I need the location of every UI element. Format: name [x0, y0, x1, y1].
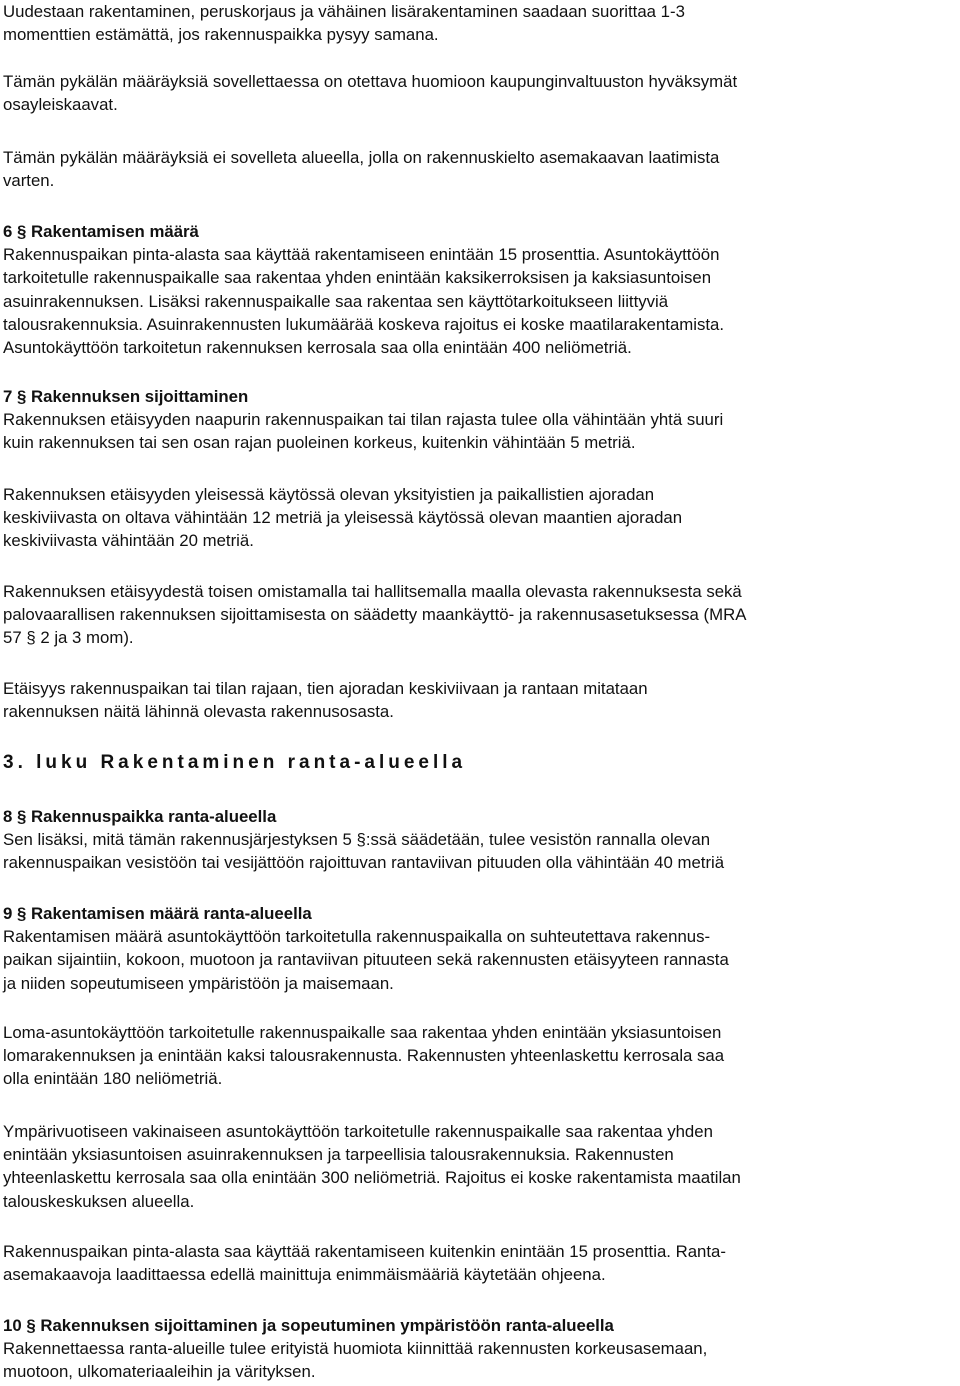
text-line: Tämän pykälän määräyksiä ei sovelleta alueella, jolla on rakennuskielto asemakaavan laatimista	[3, 148, 720, 167]
paragraph	[3, 70, 957, 116]
text-line: Uudestaan rakentaminen, peruskorjaus ja vähäinen lisärakentaminen saadaan suorittaa 1-3	[3, 2, 685, 21]
text-line: keskiviivasta on oltava vähintään 12 metriä ja yleisessä käytössä olevan maantien ajoradan	[3, 508, 683, 528]
section-heading: 8 § Rakennuspaikka ranta-alueella	[3, 807, 277, 826]
section-7	[3, 385, 957, 455]
paragraph	[3, 146, 957, 192]
text-line: Rakennuspaikan pinta-alasta saa käyttää rakentamiseen kuitenkin enintään 15 prosenttia. Ranta-	[3, 1242, 726, 1261]
text-line: varten.	[3, 171, 55, 191]
paragraph	[3, 0, 957, 46]
text-line: asuinrakennuksen. Lisäksi rakennuspaikalle saa rakentaa sen käyttötarkoitukseen liittyviä	[3, 291, 669, 311]
section-8	[3, 805, 957, 875]
text-line: Rakennuksen etäisyyden yleisessä käytössä olevan yksityistien ja paikallistien ajoradan	[3, 485, 655, 504]
paragraph	[3, 677, 957, 723]
text-line: talouskeskuksen alueella.	[3, 1191, 195, 1211]
text-line: Asuntokäyttöön tarkoitetun rakennuksen kerrosala saa olla enintään 400 neliömetriä.	[3, 338, 632, 358]
text-line: muotoon, ulkomateriaaleihin ja värityksen.	[3, 1362, 316, 1382]
text-line: Ympärivuotiseen vakinaiseen asuntokäyttöön tarkoitetulle rakennuspaikalle saa rakentaa yhden	[3, 1122, 713, 1141]
text-line: yhteenlaskettu kerrosala saa olla enintään 300 neliömetriä. Rajoitus ei koske rakentamista maatilan	[3, 1168, 741, 1188]
paragraph	[3, 580, 957, 650]
section-9	[3, 902, 957, 995]
text-line: olla enintään 180 neliömetriä.	[3, 1069, 223, 1089]
text-line: rakennuspaikan vesistöön tai vesijättöön rajoittuvan rantaviivan pituuden olla vähintään 40 metriä	[3, 853, 725, 873]
paragraph	[3, 1240, 957, 1286]
text-line: asemakaavoja laadittaessa edellä mainittuja enimmäismääriä käytetään ohjeena.	[3, 1265, 606, 1285]
text-line: lomarakennuksen ja enintään kaksi talousrakennusta. Rakennusten yhteenlaskettu kerrosala saa	[3, 1046, 725, 1066]
text-line: ja niiden sopeutumiseen ympäristöön ja maisemaan.	[3, 973, 394, 993]
text-line: palovaarallisen rakennuksen sijoittamisesta on säädetty maankäyttö- ja rakennusasetuksessa (MRA	[3, 605, 747, 625]
text-line: Etäisyys rakennuspaikan tai tilan rajaan, tien ajoradan keskiviivaan ja rantaan mitataan	[3, 679, 648, 698]
section-heading: 7 § Rakennuksen sijoittaminen	[3, 387, 249, 406]
text-line: momenttien estämättä, jos rakennuspaikka pysyy samana.	[3, 25, 439, 45]
chapter-heading: 3. luku Rakentaminen ranta-alueella	[3, 752, 467, 773]
section-heading: 6 § Rakentamisen määrä	[3, 222, 199, 241]
text-line: Loma-asuntokäyttöön tarkoitetulle rakennuspaikalle saa rakentaa yhden enintään yksiasuntoisen	[3, 1023, 722, 1042]
text-line: Rakennuspaikan pinta-alasta saa käyttää rakentamiseen enintään 15 prosenttia. Asuntokäyttöön	[3, 245, 720, 265]
section-heading: 10 § Rakennuksen sijoittaminen ja sopeutuminen ympäristöön ranta-alueella	[3, 1316, 614, 1335]
text-line: paikan sijaintiin, kokoon, muotoon ja rantaviivan pituuteen sekä rakennusten etäisyyteen rannasta	[3, 950, 729, 970]
section-10	[3, 1314, 957, 1384]
section-heading: 9 § Rakentamisen määrä ranta-alueella	[3, 904, 312, 923]
text-line: Tämän pykälän määräyksiä sovellettaessa on otettava huomioon kaupunginvaltuuston hyväksymät	[3, 72, 738, 91]
text-line: talousrakennuksia. Asuinrakennusten lukumäärää koskeva rajoitus ei koske maatilarakentamista.	[3, 314, 725, 334]
text-line: keskiviivasta vähintään 20 metriä.	[3, 531, 254, 551]
text-line: rakennuksen näitä lähinnä olevasta rakennusosasta.	[3, 702, 394, 722]
text-line: Rakentamisen määrä asuntokäyttöön tarkoitetulla rakennuspaikalla on suhteutettava rakennus-	[3, 927, 711, 947]
text-line: Rakennuksen etäisyydestä toisen omistamalla tai hallitsemalla maalla olevasta rakennuksesta sekä	[3, 582, 742, 601]
paragraph	[3, 483, 957, 553]
text-line: Rakennettaessa ranta-alueille tulee erityistä huomiota kiinnittää rakennusten korkeusasemaan,	[3, 1339, 708, 1359]
chapter-heading-block	[3, 751, 957, 774]
paragraph	[3, 1120, 957, 1213]
text-line: Rakennuksen etäisyyden naapurin rakennuspaikan tai tilan rajasta tulee olla vähintään yhtä suuri	[3, 410, 724, 430]
text-line: osayleiskaavat.	[3, 95, 118, 115]
text-line: Sen lisäksi, mitä tämän rakennusjärjestyksen 5 §:ssä säädetään, tulee vesistön rannalla olevan	[3, 830, 711, 850]
text-line: enintään yksiasuntoisen asuinrakennuksen ja tarpeellisia talousrakennuksia. Rakennusten	[3, 1145, 674, 1165]
text-line: kuin rakennuksen tai sen osan rajan puoleinen korkeus, kuitenkin vähintään 5 metriä.	[3, 433, 636, 453]
text-line: tarkoitetulle rakennuspaikalle saa rakentaa yhden enintään kaksikerroksisen ja kaksiasuntoisen	[3, 268, 712, 288]
section-6	[3, 220, 957, 359]
text-line: 57 § 2 ja 3 mom).	[3, 628, 134, 648]
paragraph	[3, 1021, 957, 1091]
